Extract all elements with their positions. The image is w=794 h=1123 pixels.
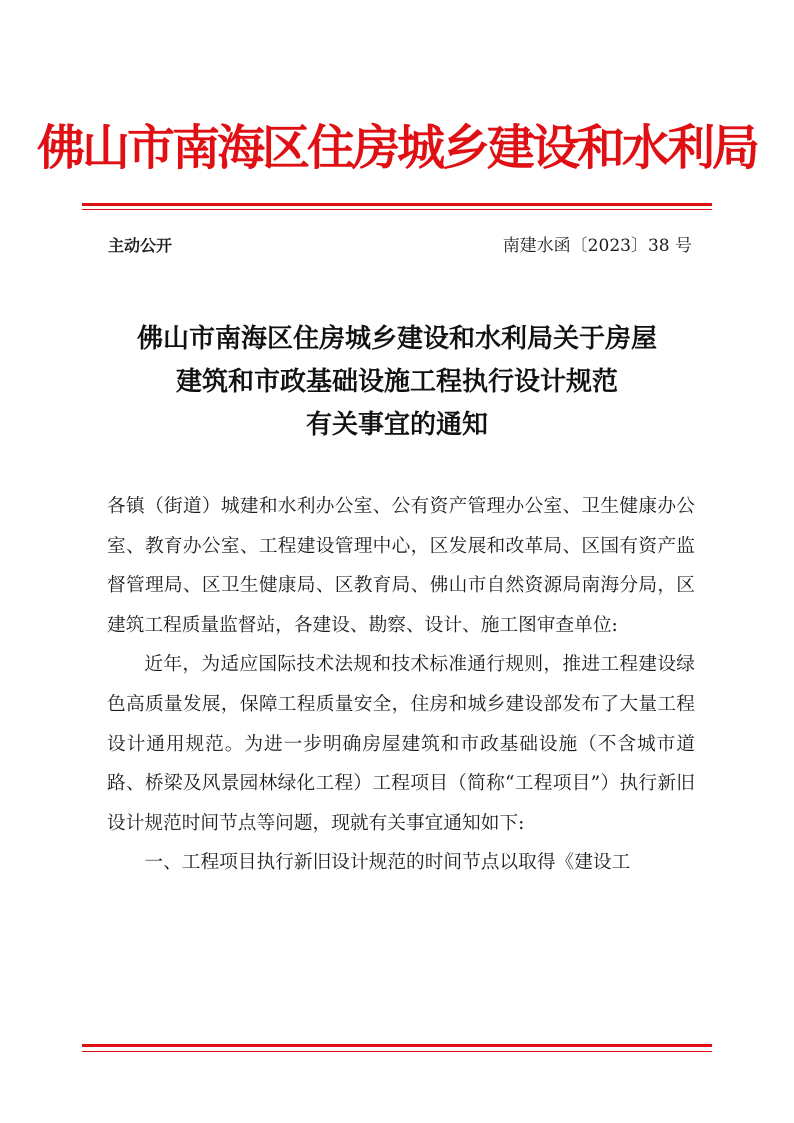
document-body <box>107 487 695 883</box>
document-number: 南建水函〔2023〕38 号 <box>502 236 692 256</box>
recipients-paragraph: 各镇（街道）城建和水利办公室、公有资产管理办公室、卫生健康办公室、教育办公室、工程建设管理中心，区发展和改革局、区国有资产监督管理局、区卫生健康局、区教育局、佛山市自然资源局南海分局，区建筑工程质量监督站，各建设、勘察、设计、施工图审查单位: <box>107 496 695 636</box>
document-meta-row <box>108 233 692 259</box>
title-line-1: 佛山市南海区住房城乡建设和水利局关于房屋 <box>136 324 657 354</box>
header-red-rule-thin <box>82 209 712 210</box>
body-paragraph-1: 近年，为适应国际技术法规和技术标准通行规则，推进工程建设绿色高质量发展，保障工程质量安全，住房和城乡建设部发布了大量工程设计通用规范。为进一步明确房屋建筑和市政基础设施（不含城市道路、桥梁及风景园林绿化工程）工程项目（简称“工程项目”）执行新旧设计规范时间节点等问题，现就有关事宜通知如下: <box>107 654 695 834</box>
public-disclosure-mark: 主动公开 <box>108 236 173 255</box>
title-line-2: 建筑和市政基础设施工程执行设计规范 <box>175 367 618 397</box>
title-line-3: 有关事宜的通知 <box>305 410 488 440</box>
document-title <box>0 318 794 447</box>
footer-red-rule-thick <box>82 1044 712 1047</box>
header-red-rule-thick <box>82 203 712 206</box>
body-paragraph-2: 一、工程项目执行新旧设计规范的时间节点以取得《建设工 <box>144 852 631 874</box>
masthead-org-name: 佛山市南海区住房城乡建设和水利局 <box>36 120 757 176</box>
footer-red-rule-thin <box>82 1051 712 1052</box>
